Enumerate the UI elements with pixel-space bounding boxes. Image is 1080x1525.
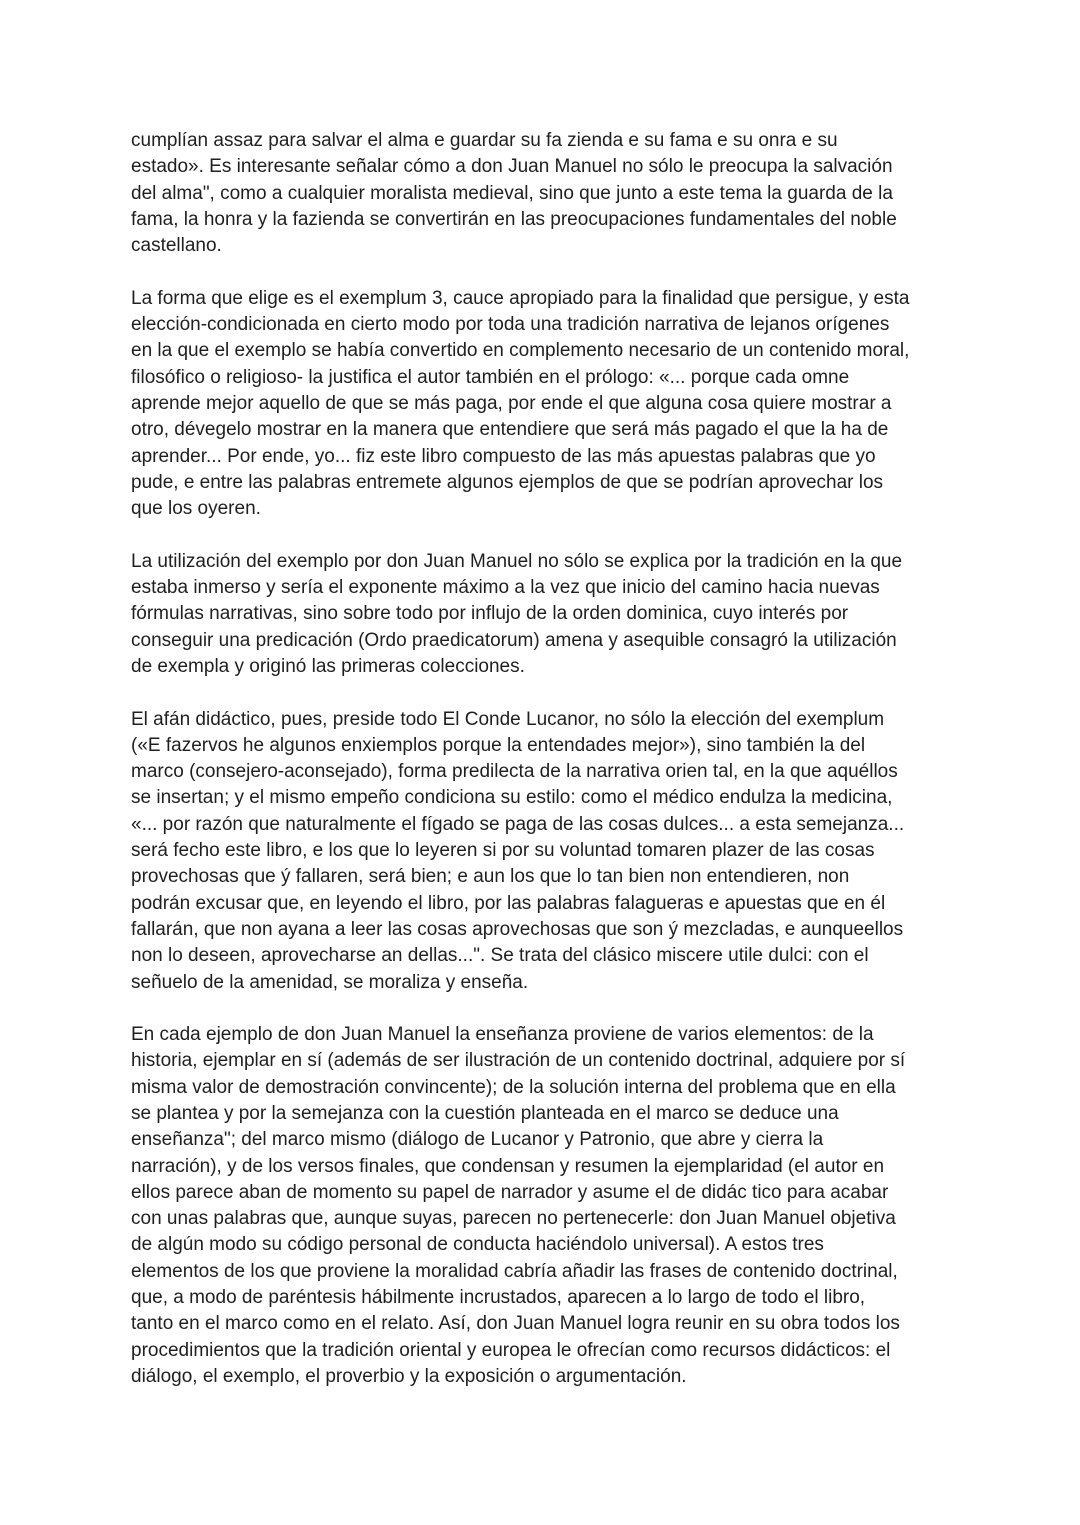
paragraph-5: En cada ejemplo de don Juan Manuel la enseñanza proviene de varios elementos: de la historia, ejemplar en sí (además de ser ilustración de un contenido doctrinal, adquiere por sí misma valor de demostración convincente); de la solución interna del problema que en ella se plantea y por la semejanza con la cuestión planteada en el marco se deduce una enseñanza"; del marco mismo (diálogo de Lucanor y Patronio, que abre y cierra la narración), y de los versos finales, que condensan y resumen la ejemplaridad (el autor en ellos parece aban de momento su papel de narrador y asume el de didác tico para acabar con unas palabras que, aunque suyas, parecen no pertenecerle: don Juan Manuel objetiva de algún modo su código personal de conducta haciéndolo universal). A estos tres elementos de los que proviene la moralidad cabría añadir las frases de contenido doctrinal, que, a modo de paréntesis hábilmente incrustados, aparecen a lo largo de todo el libro, tanto en el marco como en el relato. Así, don Juan Manuel logra reunir en su obra todos los procedimientos que la tradición oriental y europea le ofrecían como recursos didácticos: el diálogo, el exemplo, el proverbio y la exposición o argumentación. <box>131 1024 906 1387</box>
paragraph-1: cumplían assaz para salvar el alma e guardar su fa zienda e su fama e su onra e su estado». Es interesante señalar cómo a don Juan Manuel no sólo le preocupa la salvación del alma", como a cualquier moralista medieval, sino que junto a este tema la guarda de la fama, la honra y la fazienda se convertirán en las preocupaciones fundamentales del noble castellano. <box>131 130 897 257</box>
document-page <box>131 128 961 1390</box>
paragraph-3: La utilización del exemplo por don Juan Manuel no sólo se explica por la tradición en la que estaba inmerso y sería el exponente máximo a la vez que inicio del camino hacia nuevas fórmulas narrativas, sino sobre todo por influjo de la orden dominica, cuyo interés por conseguir una predicación (Ordo praedicatorum) amena y asequible consagró la utilización de exempla y originó las primeras colecciones. <box>131 550 903 677</box>
paragraph-2: La forma que elige es el exemplum 3, cauce apropiado para la finalidad que persigue, y esta elección-condicionada en cierto modo por toda una tradición narrativa de lejanos orígenes en la que el exemplo se había convertido en complemento necesario de un contenido moral, filosófico o religioso- la justifica el autor también en el prólogo: «... porque cada omne aprende mejor aquello de que se más paga, por ende el que alguna cosa quiere mostrar a otro, dévegelo mostrar en la manera que entendiere que será más pagado el que la ha de aprender... Por ende, yo... fiz este libro compuesto de las más apuestas palabras que yo pude, e entre las palabras entremete algunos ejemplos de que se podrían aprovechar los que los oyeren. <box>131 287 910 520</box>
paragraph-4: El afán didáctico, pues, preside todo El Conde Lucanor, no sólo la elección del exemplum («E fazervos he algunos enxiemplos porque la entendades mejor»), sino también la del marco (consejero-aconsejado), forma predilecta de la narrativa orien tal, en la que aquéllos se insertan; y el mismo empeño condiciona su estilo: como el médico endulza la medicina, «... por razón que naturalmente el fígado se paga de las cosas dulces... a esta semejanza... será fecho este libro, e los que lo leyeren si por su voluntad tomaren plazer de las cosas provechosas que ý fallaren, será bien; e aun los que lo tan bien non entendieren, non podrán excusar que, en leyendo el libro, por las palabras falagueras e apuestas que en él fallarán, que non ayana a leer las cosas aprovechosas que son ý mezcladas, e aunqueellos non lo deseen, aprovecharse an dellas...". Se trata del clásico miscere utile dulci: con el señuelo de la amenidad, se moraliza y enseña. <box>131 708 905 993</box>
